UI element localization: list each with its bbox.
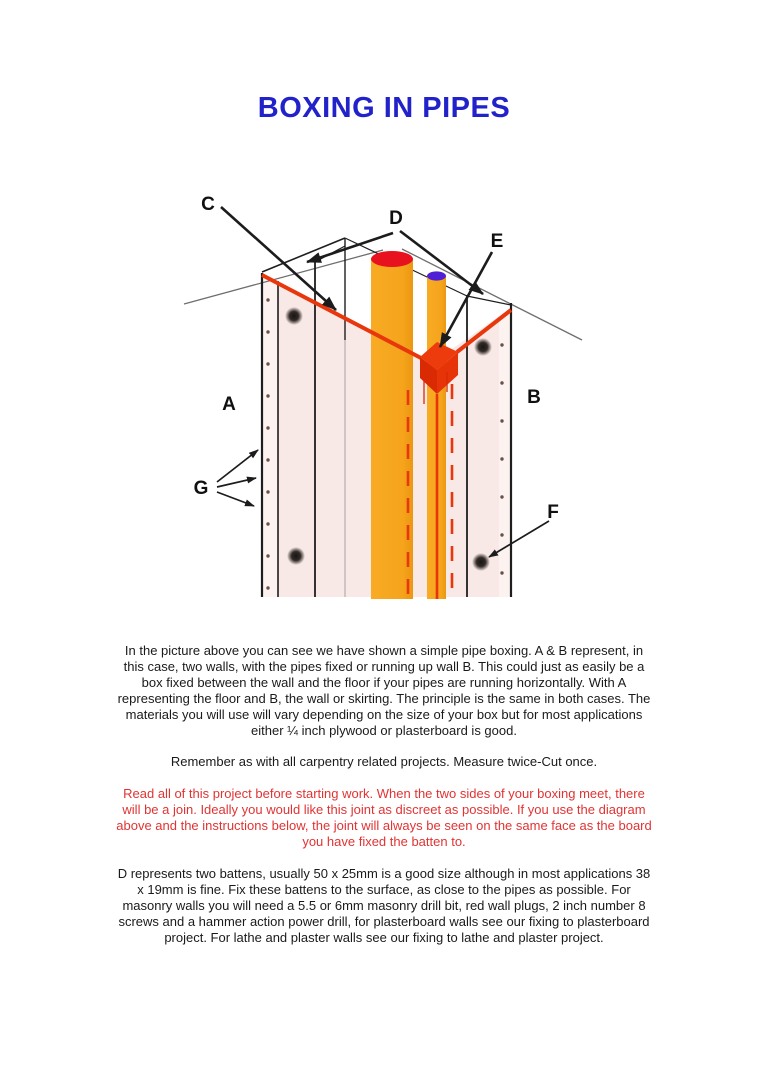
text-line: above and the instructions below, the joint will always be seen on the same face as the board [116,818,652,834]
text-line: masonry walls you will need a 5.5 or 6mm masonry drill bit, red wall plugs, 2 inch number 8 [122,897,646,913]
diagram-label-c: C [201,194,215,215]
diagram-label-e: E [490,231,504,252]
paragraph-intro [99,643,669,738]
paragraph-warning [99,786,669,850]
diagram-label-f: F [547,502,559,523]
paragraph-remember [99,754,669,770]
body-text [0,643,768,962]
large-pipe-cap [371,251,413,267]
small-pipe-cap [427,271,446,280]
text-line: D represents two battens, usually 50 x 25mm is a good size although in most applications 38 [117,865,651,881]
text-line: Read all of this project before starting work. When the two sides of your boxing meet, there [123,786,645,802]
diagram-label-d: D [389,208,403,229]
text-line: materials you will use will vary depending on the size of your box but for most applications [125,706,643,722]
paragraph-battens [99,866,669,946]
text-line: representing the floor and B, the wall or skirting. The principle is the same in both cases. The [117,690,651,706]
text-line: In the picture above you can see we have shown a simple pipe boxing. A & B represent, in [124,643,644,658]
diagram-label-b: B [527,387,541,408]
pipe-boxing-diagram [134,160,644,630]
text-line: will be a join. Ideally you would like this joint as discreet as possible. If you use the diagram [122,802,646,818]
text-line: either ¼ inch plywood or plasterboard is good. [251,722,517,738]
text-line: project. For lathe and plaster walls see our fixing to lathe and plaster project. [164,929,604,945]
text-line: box fixed between the wall and the floor if your pipes are running horizontally. With A [141,674,627,690]
text-line: you have fixed the batten to. [302,834,466,850]
text-line: screws and a hammer action power drill, for plasterboard walls see our fixing to plasterboard [118,913,650,929]
page-title: BOXING IN PIPES [257,92,511,124]
text-line: x 19mm is fine. Fix these battens to the surface, as close to the pipes as possible. For [137,881,631,897]
text-line: Remember as with all carpentry related projects. Measure twice-Cut once. [170,754,598,770]
diagram-label-a: A [222,394,236,415]
diagram-label-g: G [193,478,209,499]
text-line: this case, two walls, with the pipes fixed or running up wall B. This could just as easily be a [123,658,645,674]
